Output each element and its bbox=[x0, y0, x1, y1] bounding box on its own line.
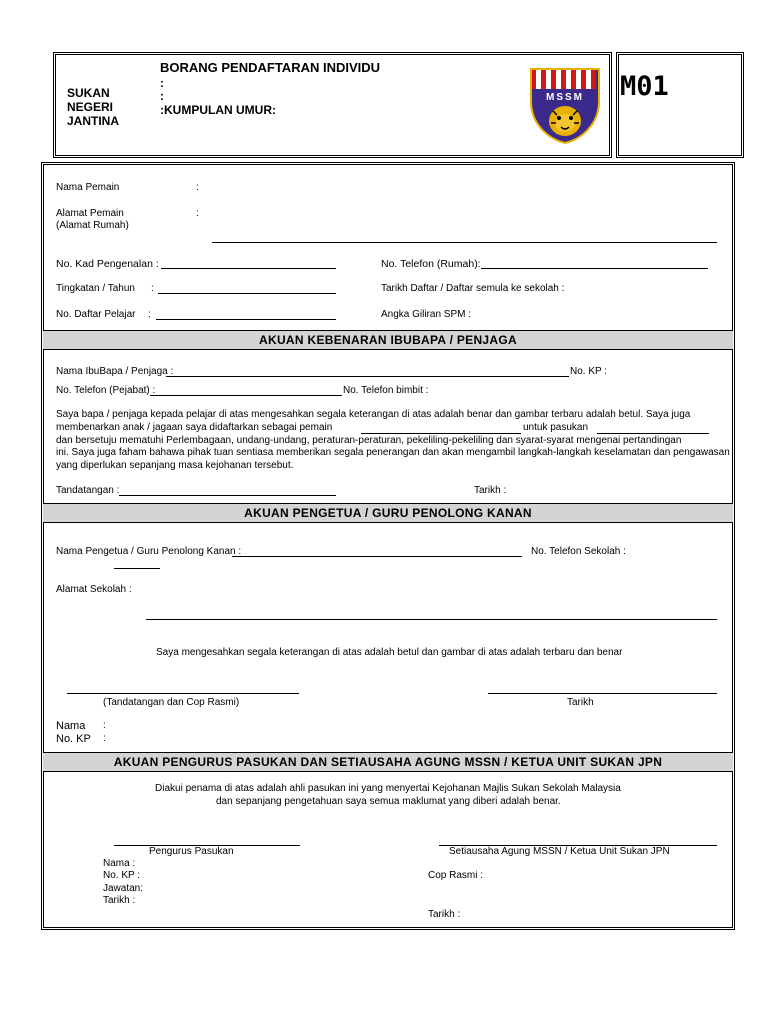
tingkatan-label: Tingkatan / Tahun bbox=[56, 283, 135, 294]
kumpulan-umur-label: :KUMPULAN UMUR: bbox=[160, 103, 276, 117]
manager-tarikh-left-label: Tarikh : bbox=[103, 895, 136, 906]
parent-para-line-4: ini. Saya juga faham bahawa pihak tuan sentiasa memberikan segala penerangan dan akan mengambil langkah-langkah keselamatan dan pengawasan bbox=[56, 447, 730, 459]
pengurus-label: Pengurus Pasukan bbox=[149, 846, 234, 857]
principal-alamat-line[interactable] bbox=[146, 619, 717, 620]
nama-pemain-label: Nama Pemain bbox=[56, 182, 120, 193]
daftar-pelajar-label: No. Daftar Pelajar bbox=[56, 309, 136, 320]
principal-nama-label: Nama bbox=[56, 720, 86, 732]
principal-sign-label: (Tandatangan dan Cop Rasmi) bbox=[103, 697, 240, 708]
sukan-label: SUKAN bbox=[67, 86, 110, 100]
parent-tandatangan-line[interactable] bbox=[119, 495, 336, 496]
telefon-rumah-label: No. Telefon (Rumah): bbox=[381, 258, 481, 270]
parent-tel-pejabat-label: No. Telefon (Pejabat) : bbox=[56, 385, 156, 396]
nama-pemain-colon: : bbox=[196, 182, 199, 193]
principal-nama-colon: : bbox=[103, 720, 106, 731]
setiausaha-label: Setiausaha Agung MSSN / Ketua Unit Sukan JPN bbox=[449, 846, 670, 857]
tarikh-daftar-label: Tarikh Daftar / Daftar semula ke sekolah : bbox=[381, 283, 565, 294]
parent-declaration bbox=[56, 409, 731, 473]
daftar-pelajar-colon: : bbox=[148, 309, 151, 320]
principal-name-line[interactable] bbox=[232, 556, 522, 557]
manager-cop-rasmi-label: Cop Rasmi : bbox=[428, 870, 484, 881]
daftar-pelajar-line[interactable] bbox=[156, 319, 336, 320]
tingkatan-line[interactable] bbox=[158, 293, 336, 294]
parent-name-line[interactable] bbox=[166, 376, 569, 377]
manager-nama-label: Nama : bbox=[103, 858, 136, 869]
form-code-box bbox=[616, 52, 744, 158]
principal-section-heading: AKUAN PENGETUA / GURU PENOLONG KANAN bbox=[43, 503, 733, 523]
alamat-pemain-label: Alamat Pemain bbox=[56, 208, 124, 219]
principal-tel-label: No. Telefon Sekolah : bbox=[531, 546, 626, 557]
mssm-shield-icon bbox=[529, 67, 601, 145]
manager-tarikh-right-label: Tarikh : bbox=[428, 909, 461, 920]
negeri-label: NEGERI bbox=[67, 100, 114, 114]
logo-text: MSSM bbox=[546, 92, 584, 103]
kad-pengenalan-line[interactable] bbox=[161, 268, 336, 269]
manager-statement-2: dan sepanjang pengetahuan saya semua maklumat yang diberi adalah benar. bbox=[216, 796, 561, 807]
tingkatan-colon: : bbox=[151, 283, 154, 294]
form-code: M01 bbox=[620, 71, 669, 102]
principal-statement: Saya mengesahkan segala keterangan di atas adalah betul dan gambar di atas adalah terbaru dan benar bbox=[156, 647, 623, 658]
manager-kp-label: No. KP : bbox=[103, 870, 141, 881]
telefon-rumah-line[interactable] bbox=[481, 268, 708, 269]
parent-para-line-5: yang diperlukan sepanjang masa kejohanan tersebut. bbox=[56, 460, 294, 472]
principal-kp-colon: : bbox=[103, 733, 106, 744]
parent-para-line-2 bbox=[56, 422, 731, 435]
manager-section-heading: AKUAN PENGURUS PASUKAN DAN SETIAUSAHA AGUNG MSSN / KETUA UNIT SUKAN JPN bbox=[43, 752, 733, 772]
form-title: BORANG PENDAFTARAN INDIVIDU bbox=[160, 60, 381, 75]
parent-kp-label: No. KP : bbox=[570, 366, 608, 377]
principal-tarikh-label: Tarikh bbox=[567, 697, 594, 708]
pemain-line[interactable] bbox=[361, 433, 521, 434]
kad-pengenalan-label: No. Kad Pengenalan : bbox=[56, 258, 159, 270]
principal-sign-line[interactable] bbox=[67, 693, 299, 694]
principal-tarikh-line[interactable] bbox=[488, 693, 717, 694]
parent-tarikh-label: Tarikh : bbox=[474, 485, 507, 496]
principal-tel-line[interactable] bbox=[114, 568, 160, 569]
manager-statement-1: Diakui penama di atas adalah ahli pasukan ini yang menyertai Kejohanan Majlis Sukan Sekolah Malaysia bbox=[155, 783, 621, 794]
parent-para-line-3: dan bersetuju mematuhi Perlembagaan, undang-undang, peraturan-peraturan, pekeliling-pekeliling dan syarat-syarat mengenai pertandingan bbox=[56, 434, 682, 446]
principal-kp-label: No. KP bbox=[56, 733, 91, 745]
parent-tandatangan-label: Tandatangan : bbox=[56, 485, 120, 496]
title-colon-1: : bbox=[160, 76, 164, 90]
alamat-line[interactable] bbox=[212, 242, 717, 243]
pasukan-line[interactable] bbox=[597, 433, 709, 434]
parent-para-line-2b: untuk pasukan bbox=[523, 421, 589, 433]
principal-alamat-label: Alamat Sekolah : bbox=[56, 584, 132, 595]
manager-jawatan-label: Jawatan: bbox=[103, 883, 144, 894]
parent-para-line-2a: membenarkan anak / jagaan saya didaftarkan sebagai pemain bbox=[56, 421, 333, 433]
alamat-rumah-label: (Alamat Rumah) bbox=[56, 220, 129, 231]
angka-giliran-label: Angka Giliran SPM : bbox=[381, 309, 472, 320]
parent-section-heading: AKUAN KEBENARAN IBUBAPA / PENJAGA bbox=[43, 330, 733, 350]
mssm-logo bbox=[529, 67, 601, 145]
parent-tel-bimbit-label: No. Telefon bimbit : bbox=[343, 385, 429, 396]
alamat-pemain-colon: : bbox=[196, 208, 199, 219]
jantina-label: JANTINA bbox=[67, 114, 120, 128]
title-colon-2: : bbox=[160, 89, 164, 103]
principal-name-label: Nama Pengetua / Guru Penolong Kanan : bbox=[56, 546, 242, 557]
parent-tel-pejabat-line[interactable] bbox=[150, 395, 342, 396]
parent-para-line-1: Saya bapa / penjaga kepada pelajar di atas mengesahkan segala keterangan di atas adalah benar dan gambar terbaru adalah betul. Saya juga bbox=[56, 409, 691, 420]
parent-name-label: Nama IbuBapa / Penjaga : bbox=[56, 366, 174, 377]
